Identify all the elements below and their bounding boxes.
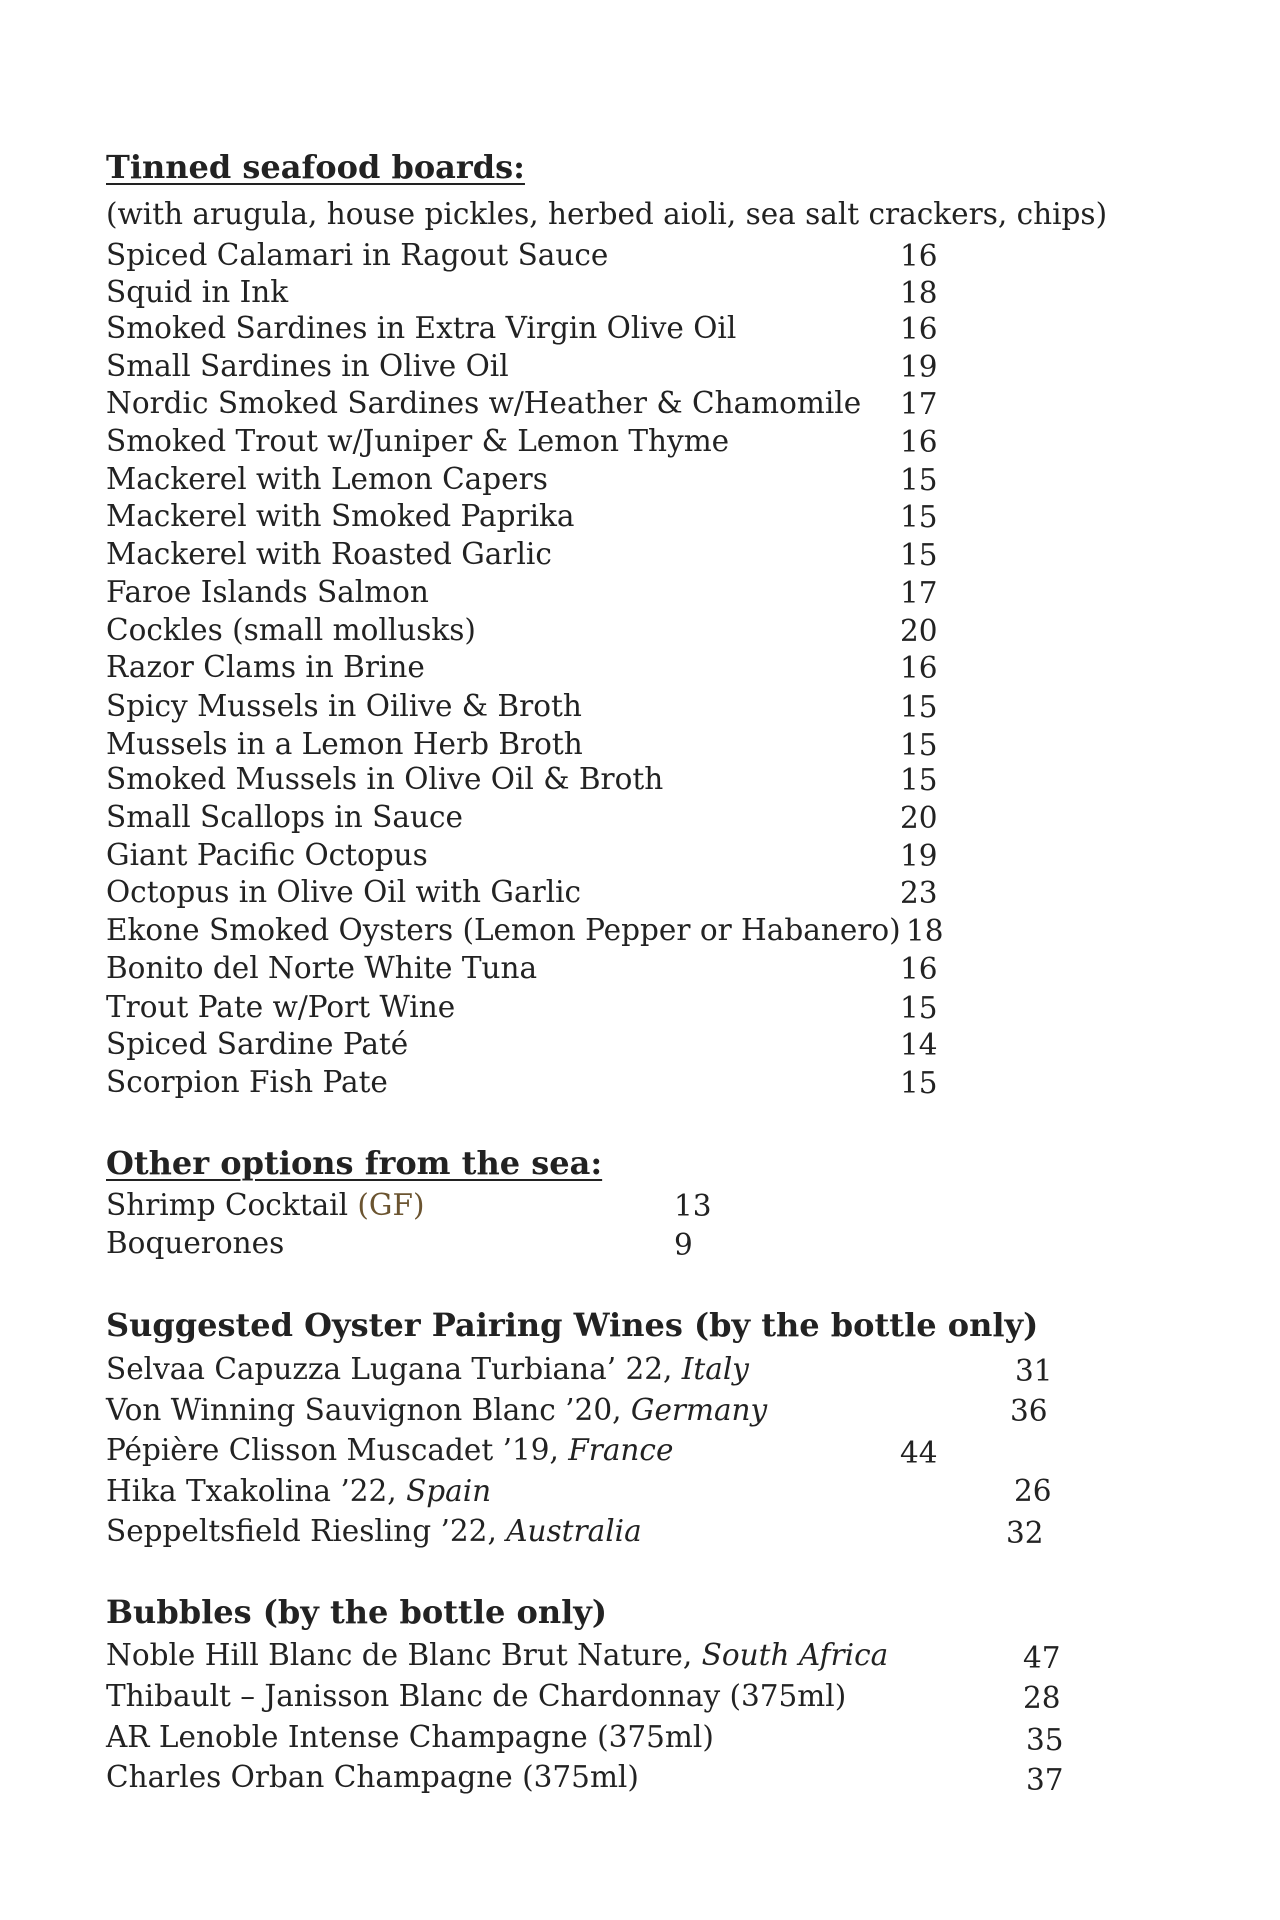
item-name: Spiced Calamari in Ragout Sauce [106, 238, 609, 272]
gluten-free-tag: (GF) [357, 1188, 425, 1222]
wines-heading: Suggested Oyster Pairing Wines (by the bottle only) [106, 1306, 1039, 1344]
wine-price: 37 [1026, 1763, 1064, 1797]
wine-name: Pépière Clisson Muscadet ’19, [106, 1433, 559, 1467]
wine-price: 44 [900, 1436, 938, 1470]
item-name: Squid in Ink [106, 275, 289, 309]
wine-price: 28 [1023, 1681, 1061, 1715]
item-price: 16 [900, 312, 938, 346]
item-price: 9 [674, 1228, 693, 1262]
item-price: 17 [900, 387, 938, 421]
item-name: Scorpion Fish Pate [106, 1065, 388, 1099]
item-name: Cockles (small mollusks) [106, 613, 476, 647]
wine-name: Charles Orban Champagne (375ml) [106, 1760, 639, 1794]
item-price: 13 [674, 1189, 712, 1223]
wine-region: France [568, 1433, 674, 1467]
item-price: 16 [900, 952, 938, 986]
item-price: 16 [900, 651, 938, 685]
item-name: Smoked Trout w/Juniper & Lemon Thyme [106, 424, 730, 458]
wine-name: AR Lenoble Intense Champagne (375ml) [106, 1720, 714, 1754]
item-price: 15 [900, 500, 938, 534]
tinned-heading: Tinned seafood boards: [106, 148, 525, 186]
bubbles-heading: Bubbles (by the bottle only) [106, 1593, 607, 1631]
item-price: 15 [900, 538, 938, 572]
item-price: 15 [900, 991, 938, 1025]
wine-name: Seppeltsfield Riesling ’22, [106, 1514, 497, 1548]
wine-name: Von Winning Sauvignon Blanc ’20, [106, 1393, 622, 1427]
item-name: Smoked Sardines in Extra Virgin Olive Oil [106, 311, 737, 345]
wine-price: 31 [1015, 1354, 1053, 1388]
item-name: Bonito del Norte White Tuna [106, 951, 538, 985]
item-price: 14 [900, 1028, 938, 1062]
item-price: 16 [900, 239, 938, 273]
wine-region: Spain [406, 1474, 492, 1508]
wine-price: 36 [1010, 1394, 1048, 1428]
wine-name-row [106, 1638, 888, 1672]
item-name: Small Sardines in Olive Oil [106, 349, 509, 383]
item-price: 20 [900, 801, 938, 835]
wine-name: Noble Hill Blanc de Blanc Brut Nature, [106, 1638, 693, 1672]
item-name: Spicy Mussels in Oilive & Broth [106, 689, 582, 723]
wine-region: Italy [681, 1352, 749, 1386]
wine-name: Hika Txakolina ’22, [106, 1474, 397, 1508]
item-price: 19 [900, 839, 938, 873]
item-price: 15 [900, 690, 938, 724]
item-price: 18 [906, 914, 944, 948]
item-name: Trout Pate w/Port Wine [106, 990, 456, 1024]
wine-region: Australia [506, 1514, 642, 1548]
wine-price: 32 [1006, 1516, 1044, 1550]
item-name: Octopus in Olive Oil with Garlic [106, 875, 582, 909]
wine-region: Germany [630, 1393, 768, 1427]
item-name: Giant Pacific Octopus [106, 838, 428, 872]
item-name: Boquerones [106, 1226, 285, 1260]
item-price: 15 [900, 763, 938, 797]
wine-name: Thibault – Janisson Blanc de Chardonnay (375ml) [106, 1679, 847, 1713]
item-name: Razor Clams in Brine [106, 650, 425, 684]
other-heading: Other options from the sea: [106, 1144, 603, 1182]
item-price: 15 [900, 728, 938, 762]
item-price: 17 [900, 576, 938, 610]
item-price: 15 [900, 1066, 938, 1100]
wine-price: 26 [1014, 1474, 1052, 1508]
item-price: 19 [900, 350, 938, 384]
item-name: Mackerel with Smoked Paprika [106, 499, 575, 533]
item-price: 23 [900, 876, 938, 910]
wine-price: 35 [1026, 1723, 1064, 1757]
item-name: Mackerel with Lemon Capers [106, 462, 548, 496]
item-name: Shrimp Cocktail [106, 1188, 349, 1222]
item-name: Ekone Smoked Oysters (Lemon Pepper or Habanero) [106, 913, 901, 947]
item-price: 20 [900, 614, 938, 648]
wine-region: South Africa [701, 1638, 889, 1672]
item-name: Small Scallops in Sauce [106, 800, 463, 834]
item-price: 16 [900, 425, 938, 459]
item-name: Spiced Sardine Paté [106, 1027, 409, 1061]
item-name: Faroe Islands Salmon [106, 575, 429, 609]
item-name: Mussels in a Lemon Herb Broth [106, 727, 583, 761]
item-name: Mackerel with Roasted Garlic [106, 537, 552, 571]
tinned-subheading: (with arugula, house pickles, herbed aioli, sea salt crackers, chips) [106, 197, 1108, 231]
item-price: 15 [900, 463, 938, 497]
wine-price: 47 [1023, 1641, 1061, 1675]
item-price: 18 [900, 276, 938, 310]
wine-name: Selvaa Capuzza Lugana Turbiana’ 22, [106, 1352, 673, 1386]
item-name: Smoked Mussels in Olive Oil & Broth [106, 762, 664, 796]
item-name: Nordic Smoked Sardines w/Heather & Chamomile [106, 386, 862, 420]
